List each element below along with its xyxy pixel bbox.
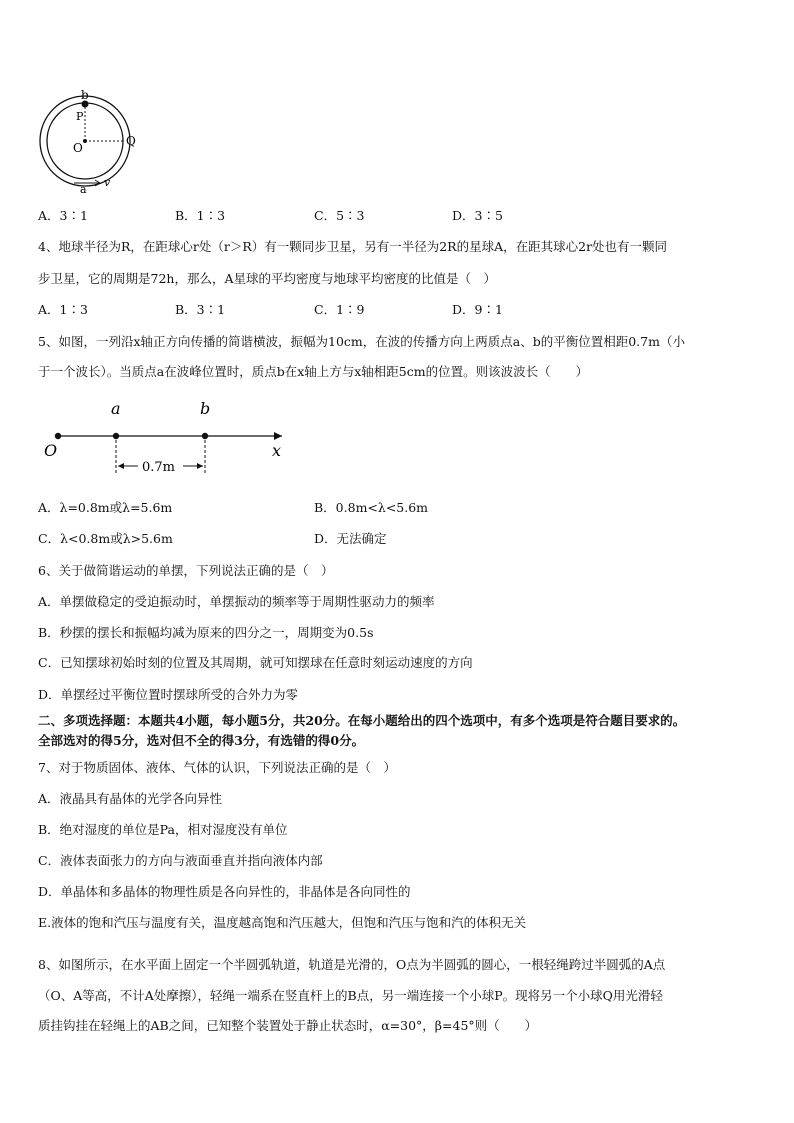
- section2-heading-line1: 二、多项选择题：本题共4小题，每小题5分，共20分。在每小题给出的四个选项中，有多个选项是符合题目要求的。: [38, 713, 686, 728]
- q4-option-b: B．3∶1: [175, 302, 226, 317]
- section2-heading-line2: 全部选对的得5分，选对但不全的得3分，有选错的得0分。: [38, 733, 365, 748]
- point-a: [113, 433, 119, 439]
- label-o: O: [73, 141, 83, 155]
- q4-option-a: A．1∶3: [38, 302, 88, 317]
- q6-option-d: D．单摆经过平衡位置时摆球所受的合外力为零: [38, 687, 299, 702]
- q5-option-d: D．无法确定: [314, 531, 387, 546]
- label-v: v: [104, 176, 111, 189]
- q5-option-a: A．λ=0.8m或λ=5.6m: [38, 500, 173, 515]
- label-p: P: [76, 110, 84, 123]
- wave-axis-figure: [38, 394, 298, 484]
- point-o: [55, 433, 61, 439]
- q7-option-e: E.液体的饱和汽压与温度有关，温度越高饱和汽压越大，但饱和汽压与饱和汽的体积无关: [38, 915, 527, 930]
- orbit-figure: [30, 86, 150, 198]
- q5-option-b: B．0.8m<λ<5.6m: [314, 500, 429, 515]
- q7-option-d: D．单晶体和多晶体的物理性质是各向异性的，非晶体是各向同性的: [38, 884, 411, 899]
- q6-option-c: C．已知摆球初始时刻的位置及其周期，就可知摆球在任意时刻运动速度的方向: [38, 655, 473, 670]
- q7-option-a: A．液晶具有晶体的光学各向异性: [38, 791, 223, 806]
- label-o: O: [44, 441, 58, 460]
- q5-option-c: C．λ<0.8m或λ>5.6m: [38, 531, 173, 546]
- q3-option-b: B．1∶3: [175, 208, 226, 223]
- q4-option-c: C．1∶9: [314, 302, 365, 317]
- q4-stem-line1: 4、地球半径为R，在距球心r处（r＞R）有一颗同步卫星，另有一半径为2R的星球A，在距其球心2r处也有一颗同: [38, 239, 668, 254]
- center-o-dot: [83, 139, 87, 143]
- q5-stem-line2: 于一个波长）。当质点a在波峰位置时，质点b在x轴上方与x轴相距5cm的位置。则该波波长（ ）: [38, 364, 589, 379]
- q8-stem-line3: 质挂钩挂在轻绳上的AB之间，已知整个装置处于静止状态时，α=30°，β=45°则（ ）: [38, 1018, 538, 1033]
- q3-option-d: D．3∶5: [452, 208, 503, 223]
- q8-stem-line1: 8、如图所示，在水平面上固定一个半圆弧轨道，轨道是光滑的，O点为半圆弧的圆心，一根轻绳跨过半圆弧的A点: [38, 957, 666, 972]
- q7-option-b: B．绝对湿度的单位是Pa，相对湿度没有单位: [38, 822, 288, 837]
- q4-stem-line2: 步卫星，它的周期是72h，那么，A星球的平均密度与地球平均密度的比值是（ ）: [38, 271, 496, 286]
- label-distance: 0.7m: [142, 460, 176, 475]
- q5-stem-line1: 5、如图，一列沿x轴正方向传播的简谐横波，振幅为10cm，在波的传播方向上两质点a、b的平衡位置相距0.7m（小: [38, 334, 685, 349]
- label-x: x: [272, 441, 282, 460]
- q3-option-a: A．3∶1: [38, 208, 88, 223]
- q8-stem-line2: （O、A等高，不计A处摩擦），轻绳一端系在竖直杆上的B点，另一端连接一个小球P。现将另一个小球Q用光滑轻: [38, 988, 663, 1003]
- label-b: b: [81, 88, 89, 102]
- q6-stem: 6、关于做简谐运动的单摆，下列说法正确的是（ ）: [38, 563, 334, 578]
- q6-option-a: A．单摆做稳定的受迫振动时，单摆振动的频率等于周期性驱动力的频率: [38, 594, 435, 609]
- label-q: Q: [126, 134, 136, 148]
- point-b: [202, 433, 208, 439]
- label-b: b: [200, 399, 211, 418]
- q7-stem: 7、对于物质固体、液体、气体的认识，下列说法正确的是（ ）: [38, 760, 396, 775]
- q3-option-c: C．5∶3: [314, 208, 365, 223]
- label-a: a: [111, 399, 121, 418]
- q4-option-d: D．9∶1: [452, 302, 503, 317]
- q7-option-c: C．液体表面张力的方向与液面垂直并指向液体内部: [38, 853, 323, 868]
- label-a: a: [80, 183, 87, 196]
- q6-option-b: B．秒摆的摆长和振幅均减为原来的四分之一，周期变为0.5s: [38, 625, 374, 640]
